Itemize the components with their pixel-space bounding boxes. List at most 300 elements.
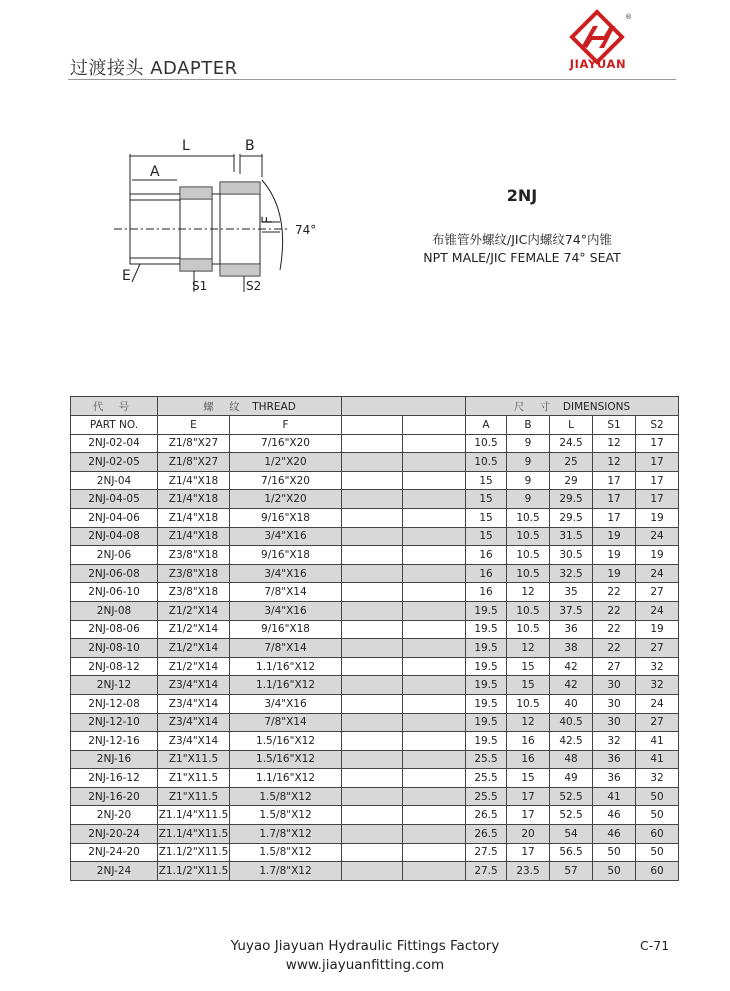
cell-dim-b: 9 — [507, 434, 550, 453]
cell-dim-a: 25.5 — [466, 769, 507, 788]
footer-website: www.jiayuanfitting.com — [285, 957, 445, 973]
table-row — [71, 806, 679, 825]
cell-dim-s2: 32 — [636, 769, 679, 788]
cell-thread-f: 3/4"X16 — [230, 527, 342, 546]
cell-dim-b: 12 — [507, 639, 550, 658]
cell-dim-a: 25.5 — [466, 750, 507, 769]
column-header-empty — [342, 416, 403, 435]
cell-dim-b: 10.5 — [507, 546, 550, 565]
cell-dim-a: 16 — [466, 546, 507, 565]
cell-thread-f: 9/16"X18 — [230, 546, 342, 565]
cell-part-no: 2NJ-16-20 — [71, 787, 158, 806]
cell-dim-s2: 32 — [636, 676, 679, 695]
cell-dim-s2: 24 — [636, 527, 679, 546]
cell-part-no: 2NJ-12-08 — [71, 694, 158, 713]
cell-dim-s1: 46 — [593, 825, 636, 844]
cell-part-no: 2NJ-08-10 — [71, 639, 158, 658]
cell-dim-a: 15 — [466, 527, 507, 546]
table-row — [71, 787, 679, 806]
cell-dim-s2: 17 — [636, 490, 679, 509]
empty-cell — [403, 527, 466, 546]
empty-cell — [403, 583, 466, 602]
cell-dim-a: 19.5 — [466, 657, 507, 676]
page-number: C-71 — [640, 938, 670, 953]
cell-part-no: 2NJ-08-06 — [71, 620, 158, 639]
cell-dim-s2: 17 — [636, 434, 679, 453]
cell-thread-f: 1.5/8"X12 — [230, 806, 342, 825]
table-row — [71, 546, 679, 565]
cell-dim-a: 16 — [466, 583, 507, 602]
empty-cell — [403, 657, 466, 676]
cell-dim-s1: 50 — [593, 862, 636, 881]
cell-thread-e: Z1/2"X14 — [158, 639, 230, 658]
cell-thread-f: 7/8"X14 — [230, 713, 342, 732]
empty-cell — [403, 490, 466, 509]
empty-cell — [342, 583, 403, 602]
cell-dim-l: 57 — [550, 862, 593, 881]
cell-dim-l: 56.5 — [550, 843, 593, 862]
cell-dim-b: 20 — [507, 825, 550, 844]
cell-dim-s2: 17 — [636, 471, 679, 490]
cell-thread-e: Z1"X11.5 — [158, 750, 230, 769]
empty-cell — [403, 639, 466, 658]
registered-mark: ® — [625, 13, 632, 21]
empty-cell — [342, 862, 403, 881]
cell-dim-s2: 24 — [636, 564, 679, 583]
empty-cell — [342, 639, 403, 658]
table-row — [71, 508, 679, 527]
cell-thread-e: Z1/8"X27 — [158, 453, 230, 472]
product-code: 2NJ — [506, 186, 538, 205]
cell-dim-l: 29.5 — [550, 508, 593, 527]
empty-cell — [403, 843, 466, 862]
table-row — [71, 471, 679, 490]
empty-cell — [342, 490, 403, 509]
cell-thread-f: 1.1/16"X12 — [230, 676, 342, 695]
cell-dim-s2: 50 — [636, 806, 679, 825]
cell-dim-l: 29 — [550, 471, 593, 490]
empty-cell — [403, 750, 466, 769]
cell-part-no: 2NJ-06-08 — [71, 564, 158, 583]
cell-dim-l: 35 — [550, 583, 593, 602]
cell-thread-f: 9/16"X18 — [230, 620, 342, 639]
cell-dim-s1: 22 — [593, 620, 636, 639]
column-header-f: F — [230, 416, 342, 435]
empty-cell — [342, 676, 403, 695]
cell-part-no: 2NJ-20-24 — [71, 825, 158, 844]
cell-dim-b: 12 — [507, 713, 550, 732]
table-row — [71, 769, 679, 788]
cell-dim-b: 10.5 — [507, 694, 550, 713]
footer-company: Yuyao Jiayuan Hydraulic Fittings Factory — [230, 938, 500, 954]
cell-thread-e: Z1/4"X18 — [158, 527, 230, 546]
cell-thread-f: 1.5/8"X12 — [230, 843, 342, 862]
cell-dim-s1: 32 — [593, 732, 636, 751]
cell-dim-a: 19.5 — [466, 639, 507, 658]
cell-dim-l: 31.5 — [550, 527, 593, 546]
column-header-a: A — [466, 416, 507, 435]
cell-thread-e: Z1.1/2"X11.5 — [158, 862, 230, 881]
table-row — [71, 750, 679, 769]
table-row — [71, 732, 679, 751]
cell-dim-s2: 32 — [636, 657, 679, 676]
cell-dim-s1: 22 — [593, 583, 636, 602]
table-row — [71, 825, 679, 844]
table-column-header-row — [71, 416, 679, 435]
label-f: F — [260, 215, 276, 224]
empty-cell — [342, 843, 403, 862]
cell-dim-s2: 50 — [636, 843, 679, 862]
table-row — [71, 862, 679, 881]
label-angle: 74° — [295, 223, 317, 237]
cell-part-no: 2NJ-04-06 — [71, 508, 158, 527]
empty-cell — [403, 787, 466, 806]
cell-thread-e: Z3/4"X14 — [158, 694, 230, 713]
cell-dim-l: 24.5 — [550, 434, 593, 453]
cell-dim-s1: 41 — [593, 787, 636, 806]
cell-dim-b: 16 — [507, 750, 550, 769]
table-row — [71, 694, 679, 713]
cell-dim-b: 10.5 — [507, 527, 550, 546]
cell-dim-a: 25.5 — [466, 787, 507, 806]
table-group-header-row — [71, 397, 679, 416]
cell-thread-e: Z1.1/2"X11.5 — [158, 843, 230, 862]
cell-dim-a: 19.5 — [466, 601, 507, 620]
cell-part-no: 2NJ-02-04 — [71, 434, 158, 453]
cell-dim-s1: 27 — [593, 657, 636, 676]
empty-cell — [342, 713, 403, 732]
cell-dim-l: 42.5 — [550, 732, 593, 751]
cell-dim-s1: 19 — [593, 546, 636, 565]
cell-dim-s1: 36 — [593, 769, 636, 788]
cell-part-no: 2NJ-16-12 — [71, 769, 158, 788]
cell-thread-f: 3/4"X16 — [230, 601, 342, 620]
cell-dim-a: 27.5 — [466, 843, 507, 862]
cell-thread-f: 1.5/16"X12 — [230, 732, 342, 751]
product-description-en: NPT MALE/JIC FEMALE 74° SEAT — [423, 250, 621, 265]
cell-thread-f: 9/16"X18 — [230, 508, 342, 527]
cell-dim-s1: 36 — [593, 750, 636, 769]
cell-dim-l: 25 — [550, 453, 593, 472]
cell-dim-b: 17 — [507, 806, 550, 825]
cell-dim-l: 40 — [550, 694, 593, 713]
cell-dim-s2: 27 — [636, 583, 679, 602]
cell-dim-s1: 12 — [593, 453, 636, 472]
cell-part-no: 2NJ-04-08 — [71, 527, 158, 546]
cell-dim-s2: 27 — [636, 639, 679, 658]
empty-cell — [342, 806, 403, 825]
empty-cell — [342, 694, 403, 713]
empty-cell — [403, 732, 466, 751]
table-row — [71, 843, 679, 862]
cell-thread-f: 1/2"X20 — [230, 453, 342, 472]
cell-dim-b: 10.5 — [507, 620, 550, 639]
cell-part-no: 2NJ-20 — [71, 806, 158, 825]
cell-part-no: 2NJ-08-12 — [71, 657, 158, 676]
cell-dim-s2: 19 — [636, 620, 679, 639]
cell-dim-l: 52.5 — [550, 806, 593, 825]
cell-dim-l: 54 — [550, 825, 593, 844]
empty-cell — [403, 694, 466, 713]
empty-cell — [403, 620, 466, 639]
cell-thread-e: Z1/8"X27 — [158, 434, 230, 453]
cell-dim-a: 26.5 — [466, 806, 507, 825]
column-header-s2: S2 — [636, 416, 679, 435]
cell-thread-f: 1/2"X20 — [230, 490, 342, 509]
cell-dim-b: 17 — [507, 843, 550, 862]
cell-dim-s1: 30 — [593, 694, 636, 713]
cell-dim-s1: 22 — [593, 639, 636, 658]
table-row — [71, 601, 679, 620]
page-title: 过渡接头 ADAPTER — [70, 58, 238, 79]
column-header-empty — [403, 416, 466, 435]
cell-thread-f: 1.1/16"X12 — [230, 657, 342, 676]
header-thread: 螺 纹 THREAD — [158, 397, 342, 416]
cell-dim-b: 16 — [507, 732, 550, 751]
empty-cell — [342, 620, 403, 639]
cell-dim-b: 15 — [507, 676, 550, 695]
empty-cell — [403, 453, 466, 472]
cell-dim-b: 10.5 — [507, 508, 550, 527]
cell-part-no: 2NJ-02-05 — [71, 453, 158, 472]
cell-dim-s1: 19 — [593, 564, 636, 583]
label-s2: S2 — [246, 279, 262, 293]
empty-cell — [403, 434, 466, 453]
cell-dim-l: 38 — [550, 639, 593, 658]
cell-dim-s2: 24 — [636, 694, 679, 713]
cell-dim-s1: 30 — [593, 676, 636, 695]
table-row — [71, 583, 679, 602]
empty-cell — [342, 787, 403, 806]
cell-part-no: 2NJ-16 — [71, 750, 158, 769]
cell-thread-e: Z1/2"X14 — [158, 620, 230, 639]
cell-dim-s2: 41 — [636, 750, 679, 769]
empty-cell — [342, 471, 403, 490]
cell-thread-e: Z1/4"X18 — [158, 471, 230, 490]
empty-cell — [342, 732, 403, 751]
empty-cell — [342, 508, 403, 527]
cell-dim-s2: 24 — [636, 601, 679, 620]
cell-dim-l: 40.5 — [550, 713, 593, 732]
cell-dim-a: 15 — [466, 471, 507, 490]
cell-thread-f: 1.5/8"X12 — [230, 787, 342, 806]
cell-thread-f: 1.5/16"X12 — [230, 750, 342, 769]
cell-dim-l: 30.5 — [550, 546, 593, 565]
empty-cell — [403, 564, 466, 583]
empty-cell — [403, 769, 466, 788]
cell-part-no: 2NJ-04 — [71, 471, 158, 490]
label-s1: S1 — [192, 279, 208, 293]
cell-dim-b: 9 — [507, 490, 550, 509]
cell-part-no: 2NJ-04-05 — [71, 490, 158, 509]
cell-dim-s2: 19 — [636, 508, 679, 527]
empty-cell — [403, 862, 466, 881]
cell-dim-l: 42 — [550, 657, 593, 676]
header-divider — [68, 79, 676, 80]
empty-cell — [342, 434, 403, 453]
empty-cell — [342, 601, 403, 620]
column-header-part-no: PART NO. — [71, 416, 158, 435]
cell-thread-f: 1.7/8"X12 — [230, 862, 342, 881]
cell-thread-e: Z3/8"X18 — [158, 583, 230, 602]
empty-cell — [342, 750, 403, 769]
cell-dim-a: 19.5 — [466, 676, 507, 695]
table-row — [71, 453, 679, 472]
cell-dim-l: 36 — [550, 620, 593, 639]
cell-dim-s1: 46 — [593, 806, 636, 825]
header-dimensions: 尺 寸 DIMENSIONS — [466, 397, 679, 416]
empty-cell — [403, 601, 466, 620]
cell-part-no: 2NJ-12-16 — [71, 732, 158, 751]
cell-dim-a: 10.5 — [466, 453, 507, 472]
empty-cell — [342, 769, 403, 788]
table-row — [71, 434, 679, 453]
column-header-e: E — [158, 416, 230, 435]
cell-dim-b: 23.5 — [507, 862, 550, 881]
table-row — [71, 657, 679, 676]
header-blank — [342, 397, 466, 416]
empty-cell — [403, 713, 466, 732]
cell-thread-e: Z3/4"X14 — [158, 713, 230, 732]
cell-dim-s2: 19 — [636, 546, 679, 565]
cell-dim-l: 48 — [550, 750, 593, 769]
cell-dim-a: 19.5 — [466, 713, 507, 732]
cell-dim-a: 26.5 — [466, 825, 507, 844]
label-a: A — [150, 164, 160, 180]
empty-cell — [403, 806, 466, 825]
cell-part-no: 2NJ-06 — [71, 546, 158, 565]
table-row — [71, 620, 679, 639]
cell-dim-l: 49 — [550, 769, 593, 788]
empty-cell — [342, 527, 403, 546]
table-row — [71, 527, 679, 546]
cell-part-no: 2NJ-24 — [71, 862, 158, 881]
cell-thread-f: 3/4"X16 — [230, 694, 342, 713]
cell-dim-b: 9 — [507, 453, 550, 472]
empty-cell — [342, 453, 403, 472]
cell-dim-a: 27.5 — [466, 862, 507, 881]
cell-thread-f: 3/4"X16 — [230, 564, 342, 583]
empty-cell — [342, 825, 403, 844]
cell-dim-s1: 17 — [593, 490, 636, 509]
cell-thread-f: 1.1/16"X12 — [230, 769, 342, 788]
table-row — [71, 676, 679, 695]
cell-dim-s2: 17 — [636, 453, 679, 472]
cell-thread-f: 7/16"X20 — [230, 434, 342, 453]
cell-dim-b: 17 — [507, 787, 550, 806]
cell-dim-l: 52.5 — [550, 787, 593, 806]
cell-thread-e: Z1.1/4"X11.5 — [158, 825, 230, 844]
cell-dim-s2: 60 — [636, 825, 679, 844]
empty-cell — [342, 564, 403, 583]
cell-part-no: 2NJ-12 — [71, 676, 158, 695]
empty-cell — [403, 825, 466, 844]
cell-thread-e: Z3/8"X18 — [158, 564, 230, 583]
empty-cell — [403, 508, 466, 527]
cell-dim-s1: 22 — [593, 601, 636, 620]
cell-dim-s1: 17 — [593, 471, 636, 490]
empty-cell — [342, 657, 403, 676]
cell-dim-b: 15 — [507, 769, 550, 788]
table-row — [71, 639, 679, 658]
cell-dim-s1: 50 — [593, 843, 636, 862]
table-row — [71, 490, 679, 509]
cell-thread-e: Z1/2"X14 — [158, 601, 230, 620]
cell-dim-b: 12 — [507, 583, 550, 602]
cell-dim-l: 42 — [550, 676, 593, 695]
cell-dim-s1: 12 — [593, 434, 636, 453]
cell-dim-s2: 27 — [636, 713, 679, 732]
cell-part-no: 2NJ-08 — [71, 601, 158, 620]
cell-dim-s2: 50 — [636, 787, 679, 806]
cell-dim-l: 32.5 — [550, 564, 593, 583]
empty-cell — [403, 676, 466, 695]
cell-thread-f: 7/16"X20 — [230, 471, 342, 490]
cell-dim-b: 15 — [507, 657, 550, 676]
cell-thread-f: 1.7/8"X12 — [230, 825, 342, 844]
cell-dim-a: 16 — [466, 564, 507, 583]
cell-dim-a: 15 — [466, 490, 507, 509]
cell-thread-e: Z1/2"X14 — [158, 657, 230, 676]
column-header-s1: S1 — [593, 416, 636, 435]
column-header-b: B — [507, 416, 550, 435]
label-b: B — [245, 138, 255, 154]
cell-thread-f: 7/8"X14 — [230, 583, 342, 602]
column-header-l: L — [550, 416, 593, 435]
cell-part-no: 2NJ-12-10 — [71, 713, 158, 732]
product-description-cn: 布锥管外螺纹/JIC内螺纹74°内锥 — [432, 232, 612, 247]
cell-thread-e: Z1"X11.5 — [158, 769, 230, 788]
logo-wordmark: JIAYUAN — [569, 57, 627, 71]
cell-dim-a: 10.5 — [466, 434, 507, 453]
cell-part-no: 2NJ-06-10 — [71, 583, 158, 602]
table-row — [71, 564, 679, 583]
cell-dim-s1: 30 — [593, 713, 636, 732]
label-l: L — [182, 138, 190, 154]
cell-part-no: 2NJ-24-20 — [71, 843, 158, 862]
cell-thread-e: Z1.1/4"X11.5 — [158, 806, 230, 825]
table-row — [71, 713, 679, 732]
cell-dim-a: 15 — [466, 508, 507, 527]
cell-thread-e: Z1"X11.5 — [158, 787, 230, 806]
adapter-drawing — [112, 132, 332, 302]
cell-dim-s1: 17 — [593, 508, 636, 527]
empty-cell — [342, 546, 403, 565]
cell-dim-s1: 19 — [593, 527, 636, 546]
cell-dim-l: 37.5 — [550, 601, 593, 620]
cell-thread-f: 7/8"X14 — [230, 639, 342, 658]
cell-dim-a: 19.5 — [466, 732, 507, 751]
cell-dim-l: 29.5 — [550, 490, 593, 509]
cell-dim-b: 10.5 — [507, 601, 550, 620]
cell-thread-e: Z3/8"X18 — [158, 546, 230, 565]
cell-dim-a: 19.5 — [466, 620, 507, 639]
cell-dim-b: 10.5 — [507, 564, 550, 583]
cell-dim-a: 19.5 — [466, 694, 507, 713]
label-e: E — [122, 268, 131, 284]
cell-dim-s2: 60 — [636, 862, 679, 881]
cell-thread-e: Z3/4"X14 — [158, 676, 230, 695]
cell-thread-e: Z1/4"X18 — [158, 490, 230, 509]
empty-cell — [403, 546, 466, 565]
cell-dim-b: 9 — [507, 471, 550, 490]
cell-thread-e: Z3/4"X14 — [158, 732, 230, 751]
empty-cell — [403, 471, 466, 490]
cell-dim-s2: 41 — [636, 732, 679, 751]
dimensions-table — [70, 396, 679, 881]
cell-thread-e: Z1/4"X18 — [158, 508, 230, 527]
header-part-cn: 代 号 — [71, 397, 158, 416]
